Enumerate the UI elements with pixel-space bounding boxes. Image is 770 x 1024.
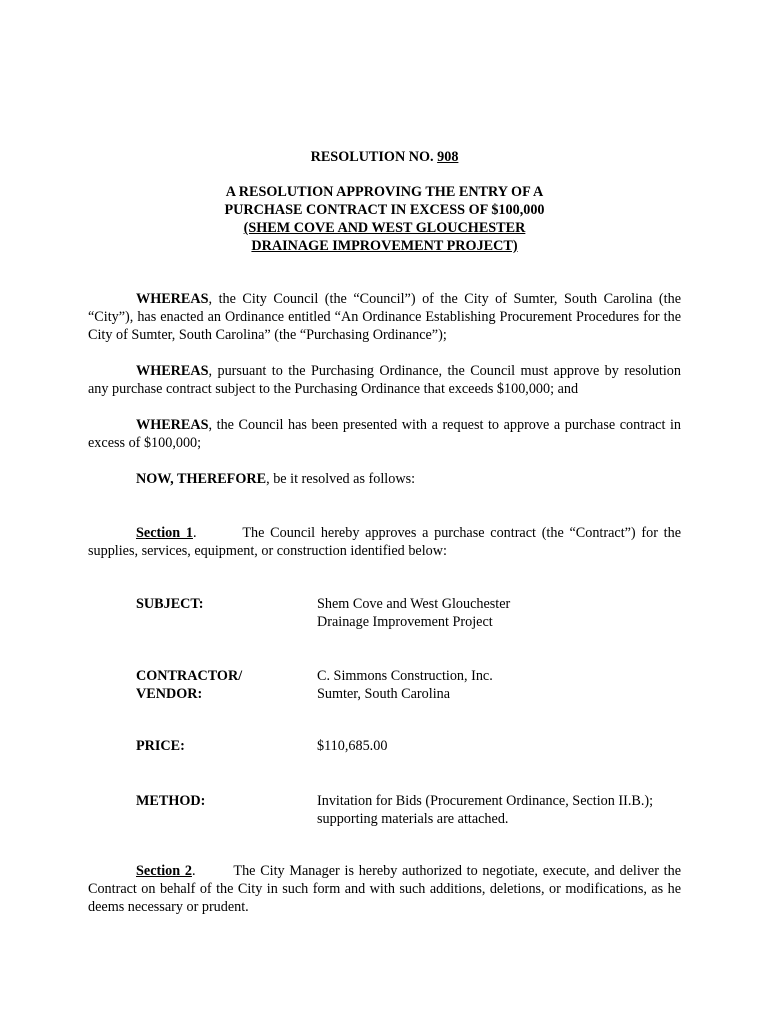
whereas-lead: WHEREAS — [136, 417, 209, 433]
contractor-label — [136, 667, 242, 703]
subject-label: SUBJECT: — [136, 596, 204, 612]
whereas-lead: WHEREAS — [136, 291, 209, 307]
now-therefore-paragraph — [88, 470, 681, 488]
now-therefore-text: , be it resolved as follows: — [266, 471, 416, 487]
method-line-2: supporting materials are attached. — [317, 811, 509, 827]
contractor-label-line-2: VENDOR: — [136, 686, 203, 702]
whereas-text: , the City Council (the “Council”) of the City of Sumter, South Carolina (the “City”), has enacted an Ordinance entitled “An Ordinance Establishing Procurement Procedures for the City of Sumter, South Carolina” (the “Purchasing Ordinance”); — [88, 291, 681, 343]
resolution-number: 908 — [437, 149, 459, 165]
contractor-line-2: Sumter, South Carolina — [317, 686, 451, 702]
method-value — [317, 792, 687, 828]
whereas-paragraph-3 — [88, 416, 681, 452]
subject-line-2: Drainage Improvement Project — [317, 614, 493, 630]
whereas-text: , pursuant to the Purchasing Ordinance, the Council must approve by resolution any purchase contract subject to the Purchasing Ordinance that exceeds $100,000; and — [88, 363, 681, 397]
price-value: $110,685.00 — [317, 738, 388, 754]
heading-line-3: (SHEM COVE AND WEST GLOUCHESTER — [243, 220, 526, 236]
contractor-value — [317, 667, 687, 703]
whereas-paragraph-2 — [88, 362, 681, 398]
resolution-heading — [88, 183, 681, 255]
resolution-title-prefix: RESOLUTION NO. — [310, 149, 434, 165]
whereas-lead: WHEREAS — [136, 363, 209, 379]
subject-line-1: Shem Cove and West Glouchester — [317, 596, 511, 612]
section-2-text: . The City Manager is hereby authorized to negotiate, execute, and deliver the Contract on behalf of the City in such form and with such additions, deletions, or modifications, as he deems necessary or prudent. — [88, 863, 681, 915]
section-1-label: Section 1 — [136, 525, 193, 541]
subject-value — [317, 595, 687, 631]
whereas-paragraph-1 — [88, 290, 681, 344]
section-2-paragraph — [88, 862, 681, 916]
heading-line-1: A RESOLUTION APPROVING THE ENTRY OF A — [225, 184, 544, 200]
section-2-label: Section 2 — [136, 863, 192, 879]
contractor-line-1: C. Simmons Construction, Inc. — [317, 668, 493, 684]
method-label: METHOD: — [136, 793, 206, 809]
section-1-text: . The Council hereby approves a purchase contract (the “Contract”) for the supplies, services, equipment, or construction identified below: — [88, 525, 681, 559]
heading-line-2: PURCHASE CONTRACT IN EXCESS OF $100,000 — [224, 202, 545, 218]
method-line-1: Invitation for Bids (Procurement Ordinance, Section II.B.); — [317, 793, 654, 809]
heading-line-4: DRAINAGE IMPROVEMENT PROJECT) — [251, 238, 518, 254]
price-label: PRICE: — [136, 738, 185, 754]
whereas-text: , the Council has been presented with a request to approve a purchase contract in excess of $100,000; — [88, 417, 681, 451]
contractor-label-line-1: CONTRACTOR/ — [136, 668, 243, 684]
now-therefore-lead: NOW, THEREFORE — [136, 471, 267, 487]
section-1-paragraph — [88, 524, 681, 560]
resolution-title — [88, 148, 681, 166]
